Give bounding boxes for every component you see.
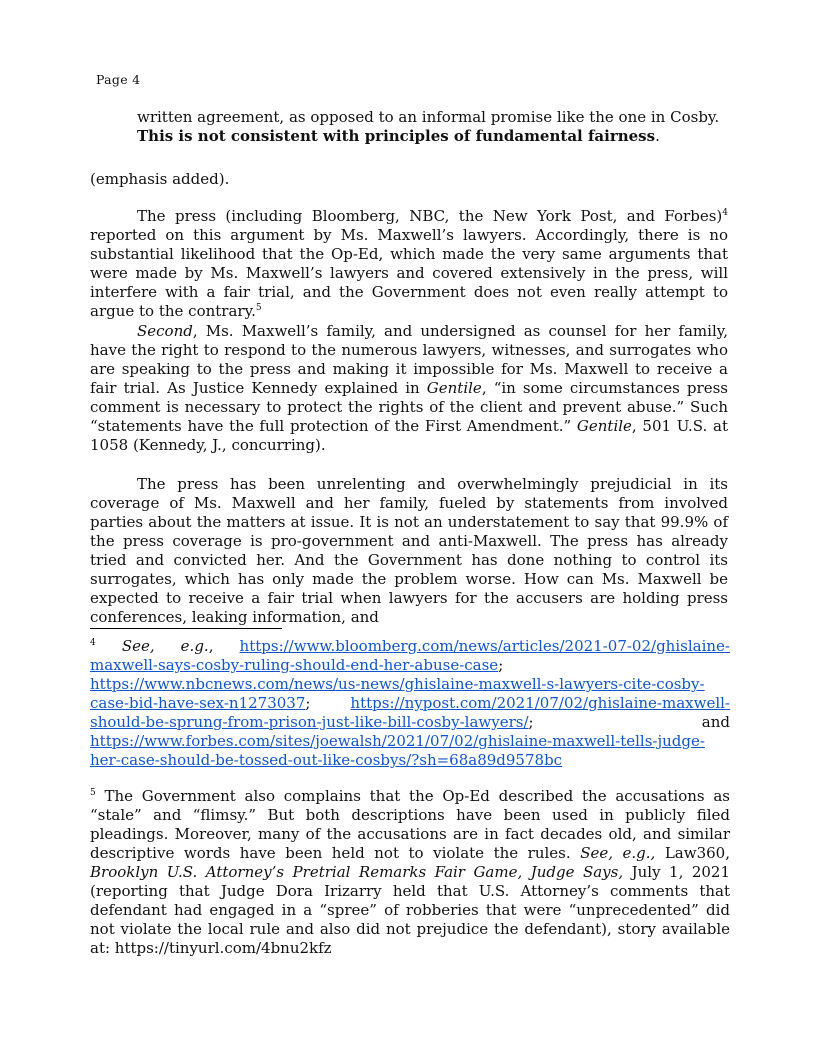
para2-text-c: , 501 U.S. at 1058 (Kennedy, J., concurring). bbox=[90, 417, 729, 454]
footnote-ref-4[interactable]: 4 bbox=[722, 208, 728, 218]
footnote-5-signal: See, e.g., bbox=[580, 844, 656, 862]
paragraph-press-prejudice: The press has been unrelenting and overwhelmingly prejudicial in its coverage of Ms. Maxwell and her family, fueled by statements from involved parties about the matters at issue. It is not an understatement to say that 99.9% of the press coverage is pro-government and anti-Maxwell. The press has already tried and convicted her. And the Government has done nothing to control its surrogates, which has only made the problem worse. How can Ms. Maxwell be expected to receive a fair trial when lawyers for the accusers are holding press conferences, leaking information, and bbox=[90, 475, 728, 626]
footnote-5-text-a: The Government also complains that the Op-Ed described the accusations as “stale” and “flimsy.” But both descriptions have been used in publicly filed pleadings. Moreover, many of the accusations are in fact decades old, and similar descriptive words have been held not to violate the rules. bbox=[90, 787, 730, 862]
footnote-4-sep1: ; bbox=[498, 656, 504, 674]
footnote-4-signal: See, e.g. bbox=[121, 637, 209, 655]
emphasis-note: (emphasis added). bbox=[90, 170, 230, 188]
para1-text-a: The press (including Bloomberg, NBC, the New York Post, and Forbes) bbox=[137, 207, 723, 225]
case-name-gentile-2: Gentile bbox=[576, 417, 632, 435]
block-quote bbox=[137, 108, 737, 146]
footnote-5-text-b: Law360, bbox=[655, 844, 730, 862]
para1-text-b: reported on this argument by Ms. Maxwell’s lawyers. Accordingly, there is no substantial likelihood that the Op-Ed, which made the very same arguments that were made by Ms. Maxwell’s lawyers and covered extensively in the press, will interfere with a fair trial, and the Government does not even really attempt to argue to the contrary. bbox=[90, 226, 728, 320]
footnote-4-sep3: ; and bbox=[528, 713, 730, 731]
paragraph-second-argument bbox=[90, 322, 728, 455]
link-bloomberg[interactable]: https://www.bloomberg.com/news/articles/2021-07-02/ghislaine-maxwell-says-cosby-ruling-should-end-her-abuse-case bbox=[90, 637, 730, 674]
link-forbes[interactable]: https://www.forbes.com/sites/joewalsh/2021/07/02/ghislaine-maxwell-tells-judge-her-case-should-be-tossed-out-like-cosbys/?sh=68a89d9578bc bbox=[90, 732, 705, 769]
para2-lead: Second bbox=[137, 322, 193, 340]
footnote-4-number: 4 bbox=[90, 638, 96, 648]
quote-line-2 bbox=[137, 127, 737, 146]
para2-text-a: , Ms. Maxwell’s family, and undersigned as counsel for her family, have the right to respond to the numerous lawyers, witnesses, and surrogates who are speaking to the press and making it impossible for Ms. Maxwell to receive a fair trial. As Justice Kennedy explained in bbox=[90, 322, 728, 397]
page-number: Page 4 bbox=[96, 72, 141, 87]
footnote-5 bbox=[90, 787, 730, 958]
link-nbcnews[interactable]: https://www.nbcnews.com/news/us-news/ghislaine-maxwell-s-lawyers-cite-cosby-case-bid-have-sex-n1273037 bbox=[90, 675, 705, 712]
footnote-separator bbox=[90, 628, 282, 629]
case-name-gentile-1: Gentile bbox=[426, 379, 482, 397]
footnote-5-text-c: July 1, 2021 (reporting that Judge Dora Irizarry held that U.S. Attorney’s comments that defendant had engaged in a “spree” of robberies that were “unprecedented” did not violate the local rule and also did not prejudice the defendant), story available at: https://tinyurl.com/4bnu2kfz bbox=[90, 863, 730, 957]
quote-emphasis: This is not consistent with principles of fundamental fairness bbox=[137, 127, 656, 145]
footnote-ref-5[interactable]: 5 bbox=[255, 303, 262, 313]
quote-line-1: written agreement, as opposed to an informal promise like the one in Cosby. bbox=[137, 108, 720, 126]
footnote-5-article-title: Brooklyn U.S. Attorney’s Pretrial Remarks Fair Game, Judge Says, bbox=[90, 863, 624, 881]
para2-text-b: , “in some circumstances press comment is necessary to protect the rights of the client and prevent abuse.” Such “statements have the full protection of the First Amendment.” bbox=[90, 379, 728, 435]
footnote-5-number: 5 bbox=[90, 788, 96, 798]
paragraph-press-coverage bbox=[90, 207, 728, 321]
link-nypost[interactable]: https://nypost.com/2021/07/02/ghislaine-maxwell-should-be-sprung-from-prison-just-like-bill-cosby-lawyers/ bbox=[90, 694, 730, 731]
quote-period: . bbox=[655, 127, 660, 145]
footnote-4 bbox=[90, 637, 730, 770]
footnote-4-sep2: ; bbox=[305, 694, 311, 712]
footnote-4-comma: , bbox=[208, 637, 240, 655]
